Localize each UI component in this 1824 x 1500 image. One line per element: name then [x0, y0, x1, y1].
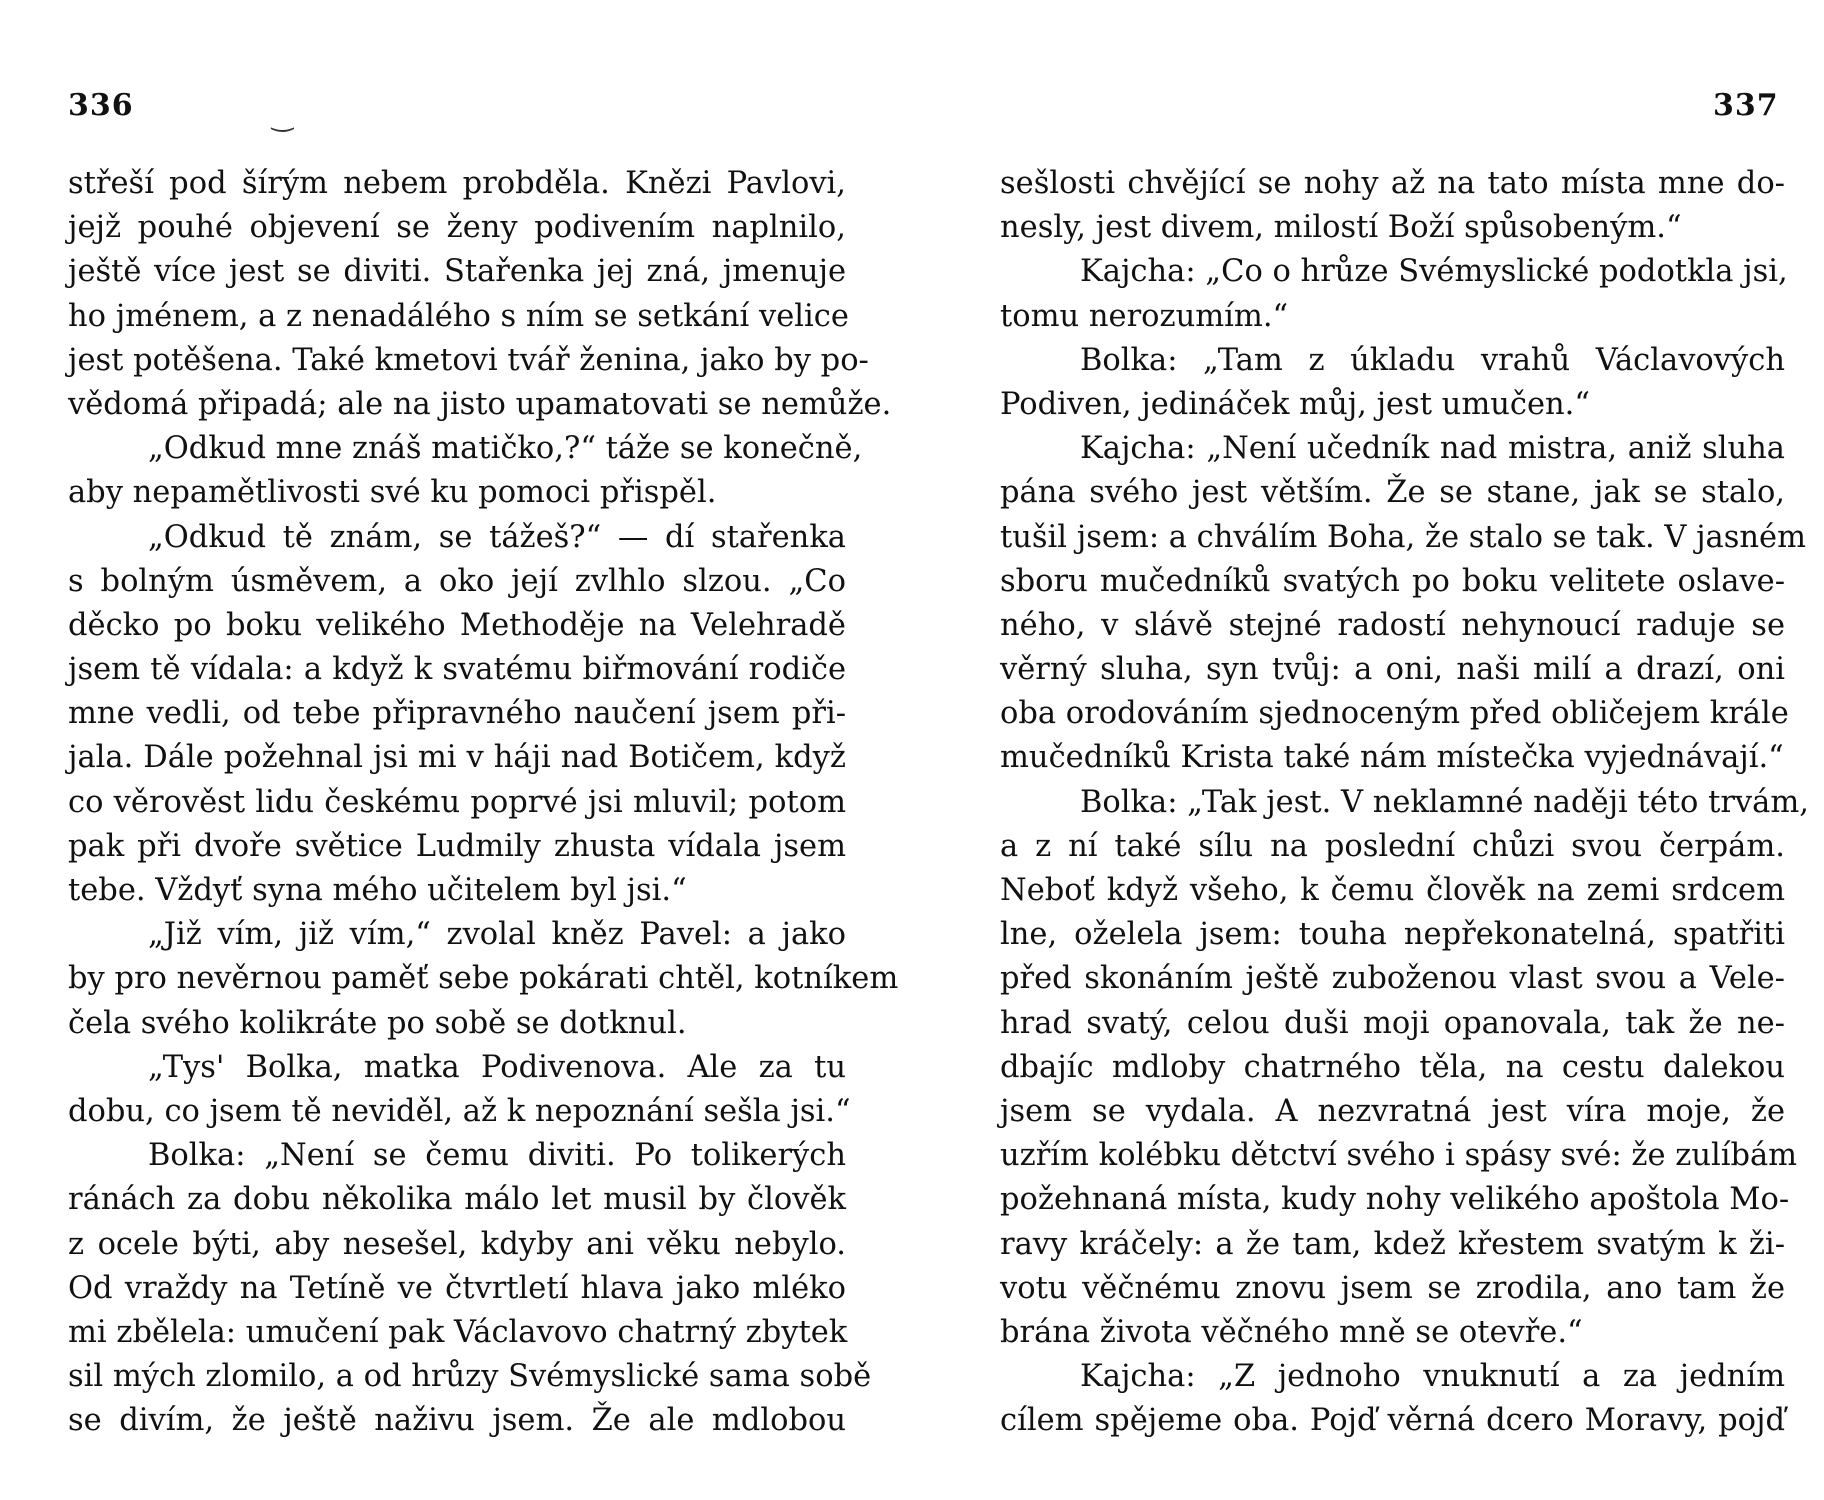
- text-line: sešlosti chvějící se nohy až na tato místa mne do-: [1000, 166, 1785, 201]
- text-line: jejž pouhé objevení se ženy podivením naplnilo,: [68, 210, 846, 246]
- text-line: věrný sluha, syn tvůj: a oni, naši milí a drazí, oni: [1000, 652, 1785, 688]
- text-line: nesly, jest divem, milostí Boží spůsobeným.“: [1000, 210, 1682, 246]
- text-line: ho jménem, a z nenadálého s ním se setkání velice: [68, 298, 849, 334]
- text-line: s bolným úsměvem, a oko její zvlhlo slzou. „Co: [68, 563, 846, 599]
- text-line: mučedníků Krista také nám místečka vyjednávají.“: [1000, 740, 1784, 776]
- text-line: „Odkud mne znáš matičko,?“ táže se konečně,: [148, 431, 863, 467]
- right-page-text: [1000, 162, 1809, 1443]
- text-line: votu věčnému znovu jsem se zrodila, ano tam že: [1000, 1270, 1785, 1306]
- text-line: tušil jsem: a chválím Boha, že stalo se tak. V jasném: [1000, 519, 1807, 555]
- text-line: brána života věčného mně se otevře.“: [1000, 1314, 1583, 1350]
- text-line: jest potěšena. Také kmetovi tvář ženina, jako by po-: [68, 342, 869, 378]
- text-line: čela svého kolikráte po sobě se dotknul.: [68, 1005, 687, 1041]
- text-line: Bolka: „Tak jest. V neklamné naději této trvám,: [1080, 784, 1809, 820]
- text-line: mne vedli, od tebe připravného naučení jsem při-: [68, 696, 846, 732]
- text-line: „Tys' Bolka, matka Podivenova. Ale za tu: [148, 1049, 846, 1085]
- text-line: jsem tě vídala: a když k svatému biřmování rodiče: [68, 652, 846, 688]
- text-line: střeší pod šírým nebem probděla. Knězi Pavlovi,: [68, 166, 846, 201]
- text-line: ravy kráčely: a že tam, kdež křestem svatým k ži-: [1000, 1226, 1785, 1262]
- text-line: jala. Dále požehnal jsi mi v háji nad Botičem, když: [68, 740, 846, 776]
- text-line: děcko po boku velikého Methoděje na Velehradě: [68, 607, 846, 643]
- text-line: a z ní také sílu na poslední chůzi svou čerpám.: [1000, 828, 1785, 864]
- text-line: Bolka: „Tam z úkladu vrahů Václavových: [1080, 342, 1785, 378]
- text-line: jsem se vydala. A nezvratná jest víra moje, že: [1000, 1093, 1785, 1129]
- text-line: ránách za dobu několika málo let musil by člověk: [68, 1182, 846, 1218]
- text-line: tebe. Vždyť syna mého učitelem byl jsi.“: [68, 873, 687, 908]
- text-line: se divím, že ještě naživu jsem. Že ale mdlobou: [68, 1403, 846, 1439]
- text-line: „Odkud tě znám, se tážeš?“ — dí stařenka: [148, 519, 846, 555]
- right-page: [912, 0, 1824, 1500]
- text-line: cílem spějeme oba. Pojď věrná dcero Moravy, pojď: [1000, 1403, 1785, 1439]
- text-line: uzřím kolébku dětctví svého i spásy své: že zulíbám: [1000, 1138, 1798, 1174]
- text-line: Kajcha: „Není učedník nad mistra, aniž sluha: [1080, 431, 1785, 467]
- text-line: co věrověst lidu českému poprvé jsi mluvil; potom: [68, 784, 846, 820]
- text-line: Od vraždy na Tetíně ve čtvrtletí hlava jako mléko: [68, 1270, 846, 1306]
- text-line: Bolka: „Není se čemu diviti. Po tolikerých: [148, 1138, 846, 1174]
- text-line: Neboť když všeho, k čemu člověk na zemi srdcem: [1000, 873, 1785, 908]
- text-line: tomu nerozumím.“: [1000, 298, 1289, 334]
- text-line: ného, v slávě stejné radostí nehynoucí raduje se: [1000, 607, 1785, 643]
- text-line: pak při dvoře světice Ludmily zhusta vídala jsem: [68, 828, 846, 864]
- left-page-number: 336: [68, 88, 134, 123]
- text-line: „Již vím, již vím,“ zvolal kněz Pavel: a jako: [148, 917, 846, 953]
- text-line: z ocele býti, aby nesešel, kdyby ani věku nebylo.: [68, 1226, 846, 1262]
- text-line: Podiven, jedináček můj, jest umučen.“: [1000, 386, 1590, 422]
- text-line: sil mých zlomilo, a od hrůzy Svémyslické sama sobě: [68, 1359, 872, 1395]
- right-page-number: 337: [1713, 88, 1779, 123]
- text-line: Kajcha: „Z jednoho vnuknutí a za jedním: [1080, 1359, 1785, 1395]
- text-line: hrad svatý, celou duši moji opanovala, tak že ne-: [1000, 1005, 1785, 1041]
- text-line: mi zbělela: umučení pak Václavovo chatrný zbytek: [68, 1314, 848, 1350]
- text-line: požehnaná místa, kudy nohy velikého apoštola Mo-: [1000, 1182, 1790, 1218]
- left-page-text: [68, 162, 899, 1443]
- text-line: aby nepamětlivosti své ku pomoci přispěl.: [68, 475, 717, 511]
- text-line: sboru mučedníků svatých po boku velitete oslave-: [1000, 563, 1785, 599]
- text-line: pána svého jest větším. Že se stane, jak se stalo,: [1000, 475, 1785, 511]
- text-line: lne, oželela jsem: touha nepřekonatelná, spatřiti: [1000, 917, 1785, 953]
- text-line: před skonáním ještě zuboženou vlast svou a Vele-: [1000, 961, 1785, 997]
- text-line: dbajíc mdloby chatrného těla, na cestu dalekou: [1000, 1049, 1785, 1085]
- text-line: by pro nevěrnou paměť sebe pokárati chtěl, kotníkem: [68, 961, 899, 997]
- text-line: dobu, co jsem tě neviděl, až k nepoznání sešla jsi.“: [68, 1093, 851, 1129]
- text-line: oba orodováním sjednoceným před obličejem krále: [1000, 696, 1789, 732]
- text-line: vědomá připadá; ale na jisto upamatovati se nemůže.: [68, 386, 892, 422]
- text-line: Kajcha: „Co o hrůze Svémyslické podotkla jsi,: [1080, 254, 1788, 290]
- pencil-mark: ‿: [272, 103, 293, 133]
- text-line: ještě více jest se diviti. Stařenka jej zná, jmenuje: [68, 254, 846, 290]
